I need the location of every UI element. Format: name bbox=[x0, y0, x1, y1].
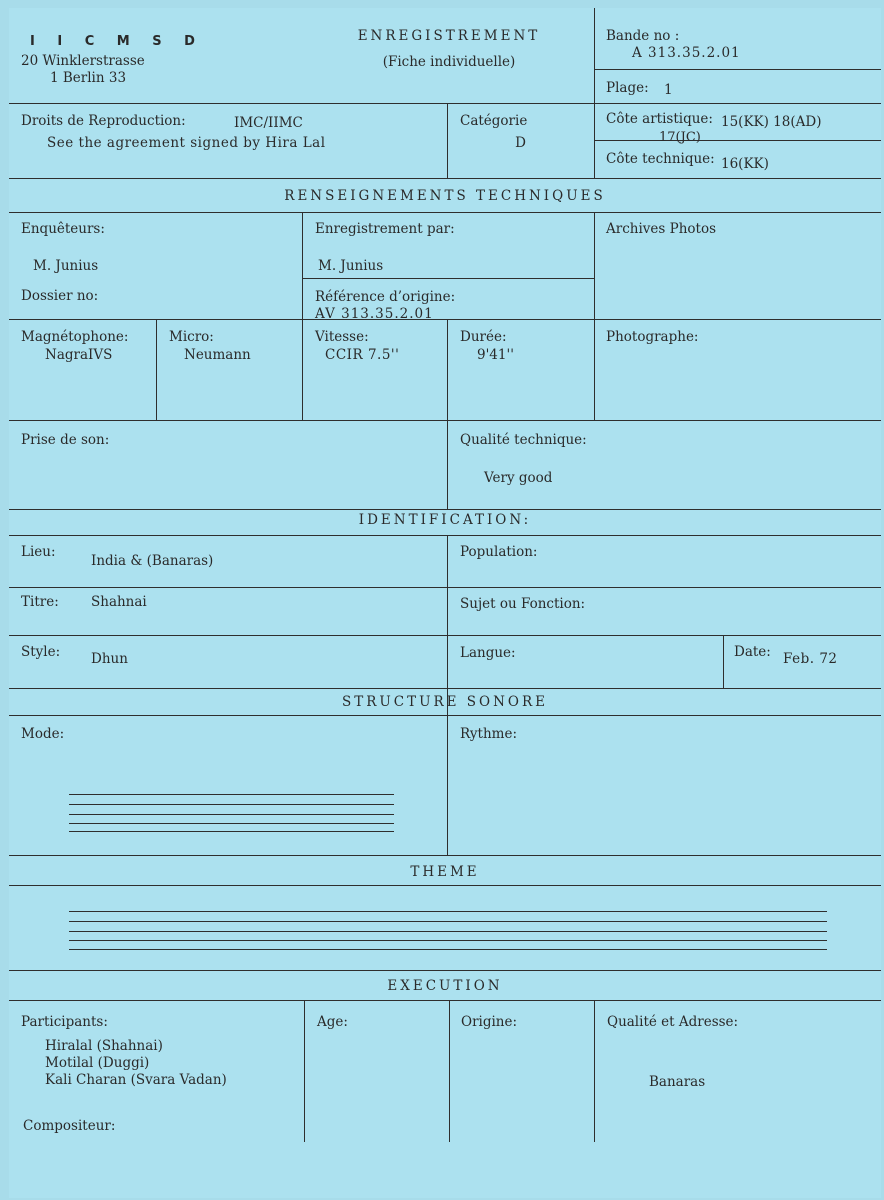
style-label: Style: bbox=[21, 644, 61, 660]
qualite-adresse-label: Qualité et Adresse: bbox=[607, 1014, 739, 1030]
address-line: 20 Winklerstrasse bbox=[21, 53, 145, 69]
photographe-label: Photographe: bbox=[606, 329, 699, 345]
staff-line bbox=[69, 804, 394, 805]
categorie-value: D bbox=[515, 135, 526, 151]
form-subtitle: (Fiche individuelle) bbox=[382, 54, 516, 70]
participant-item: Kali Charan (Svara Vadan) bbox=[45, 1072, 227, 1088]
rights-value: IMC/IIMC bbox=[234, 115, 303, 131]
rights-label: Droits de Reproduction: bbox=[21, 113, 186, 129]
divider bbox=[9, 688, 881, 689]
categorie-label: Catégorie bbox=[460, 113, 528, 129]
divider bbox=[9, 587, 881, 588]
origine-label: Origine: bbox=[461, 1014, 518, 1030]
compositeur-label: Compositeur: bbox=[23, 1118, 116, 1134]
participant-item: Motilal (Duggi) bbox=[45, 1055, 150, 1071]
cote-artistique-extra: 17(JC) bbox=[659, 130, 701, 145]
vitesse-value: CCIR 7.5'' bbox=[325, 347, 400, 363]
divider bbox=[449, 1000, 450, 1142]
section-title-technique: RENSEIGNEMENTS TECHNIQUES bbox=[284, 188, 606, 204]
rythme-label: Rythme: bbox=[460, 726, 518, 742]
divider bbox=[9, 103, 881, 104]
divider bbox=[9, 855, 881, 856]
date-label: Date: bbox=[734, 644, 771, 660]
divider bbox=[594, 140, 881, 141]
staff-line bbox=[69, 831, 394, 832]
titre-value: Shahnai bbox=[91, 594, 147, 610]
duree-value: 9'41'' bbox=[477, 347, 514, 363]
titre-label: Titre: bbox=[21, 594, 59, 610]
divider bbox=[9, 970, 881, 971]
divider bbox=[594, 69, 881, 70]
magnetophone-label: Magnétophone: bbox=[21, 329, 129, 345]
duree-label: Durée: bbox=[460, 329, 507, 345]
qualite-technique-label: Qualité technique: bbox=[460, 432, 587, 448]
divider bbox=[723, 635, 724, 688]
participants-label: Participants: bbox=[21, 1014, 108, 1030]
divider bbox=[9, 420, 881, 421]
lieu-label: Lieu: bbox=[21, 544, 56, 560]
divider bbox=[9, 1000, 881, 1001]
section-title-identification: IDENTIFICATION: bbox=[358, 512, 532, 528]
bande-value: A 313.35.2.01 bbox=[632, 45, 741, 61]
divider bbox=[9, 509, 881, 510]
divider bbox=[594, 212, 595, 420]
population-label: Population: bbox=[460, 544, 538, 560]
magnetophone-value: NagraIVS bbox=[45, 347, 113, 363]
participant-item: Hiralal (Shahnai) bbox=[45, 1038, 163, 1054]
form-title: ENREGISTREMENT bbox=[357, 28, 541, 44]
divider bbox=[9, 178, 881, 179]
divider bbox=[302, 212, 303, 420]
divider bbox=[156, 319, 157, 420]
staff-line bbox=[69, 949, 827, 950]
micro-label: Micro: bbox=[169, 329, 214, 345]
divider bbox=[594, 1000, 595, 1142]
staff-line bbox=[69, 911, 827, 912]
cote-artistique-value: 15(KK) 18(AD) bbox=[721, 114, 822, 130]
cote-artistique-label: Côte artistique: bbox=[606, 111, 713, 127]
langue-label: Langue: bbox=[460, 645, 516, 661]
reference-label: Référence d’origine: bbox=[315, 289, 456, 305]
divider bbox=[9, 535, 881, 536]
plage-label: Plage: bbox=[606, 80, 649, 96]
vitesse-label: Vitesse: bbox=[315, 329, 369, 345]
prise-de-son-label: Prise de son: bbox=[21, 432, 110, 448]
qualite-technique-value: Very good bbox=[484, 470, 553, 486]
divider bbox=[9, 715, 881, 716]
divider bbox=[594, 8, 595, 178]
plage-value: 1 bbox=[664, 82, 673, 98]
divider bbox=[9, 635, 881, 636]
cote-technique-label: Côte technique: bbox=[606, 151, 715, 167]
lieu-value: India & (Banaras) bbox=[91, 553, 214, 569]
staff-line bbox=[69, 921, 827, 922]
enregistrement-par-value: M. Junius bbox=[318, 258, 384, 274]
style-value: Dhun bbox=[91, 651, 128, 667]
address-line: 1 Berlin 33 bbox=[50, 70, 127, 86]
archives-photos-label: Archives Photos bbox=[606, 221, 716, 237]
divider bbox=[447, 319, 448, 509]
org-name: I I C M S D bbox=[30, 34, 204, 49]
enregistrement-par-label: Enregistrement par: bbox=[315, 221, 455, 237]
staff-line bbox=[69, 823, 394, 824]
divider bbox=[9, 885, 881, 886]
sujet-label: Sujet ou Fonction: bbox=[460, 596, 586, 612]
divider bbox=[302, 278, 594, 279]
recording-form bbox=[9, 8, 881, 1198]
enqueteurs-label: Enquêteurs: bbox=[21, 221, 105, 237]
bande-label: Bande no : bbox=[606, 28, 680, 44]
rights-note: See the agreement signed by Hira Lal bbox=[47, 135, 326, 151]
section-title-structure: STRUCTURE SONORE bbox=[341, 694, 549, 710]
qualite-adresse-value: Banaras bbox=[649, 1074, 706, 1090]
staff-line bbox=[69, 940, 827, 941]
staff-line bbox=[69, 794, 394, 795]
divider bbox=[304, 1000, 305, 1142]
micro-value: Neumann bbox=[184, 347, 251, 363]
staff-line bbox=[69, 931, 827, 932]
age-label: Age: bbox=[317, 1014, 348, 1030]
section-title-execution: EXECUTION bbox=[387, 978, 503, 994]
section-title-theme: THEME bbox=[410, 864, 480, 880]
divider bbox=[9, 319, 881, 320]
cote-technique-value: 16(KK) bbox=[721, 156, 769, 172]
enqueteurs-value: M. Junius bbox=[33, 258, 99, 274]
reference-value: AV 313.35.2.01 bbox=[315, 306, 434, 322]
mode-label: Mode: bbox=[21, 726, 65, 742]
date-value: Feb. 72 bbox=[783, 651, 838, 667]
dossier-label: Dossier no: bbox=[21, 288, 99, 304]
divider bbox=[9, 212, 881, 213]
staff-line bbox=[69, 814, 394, 815]
